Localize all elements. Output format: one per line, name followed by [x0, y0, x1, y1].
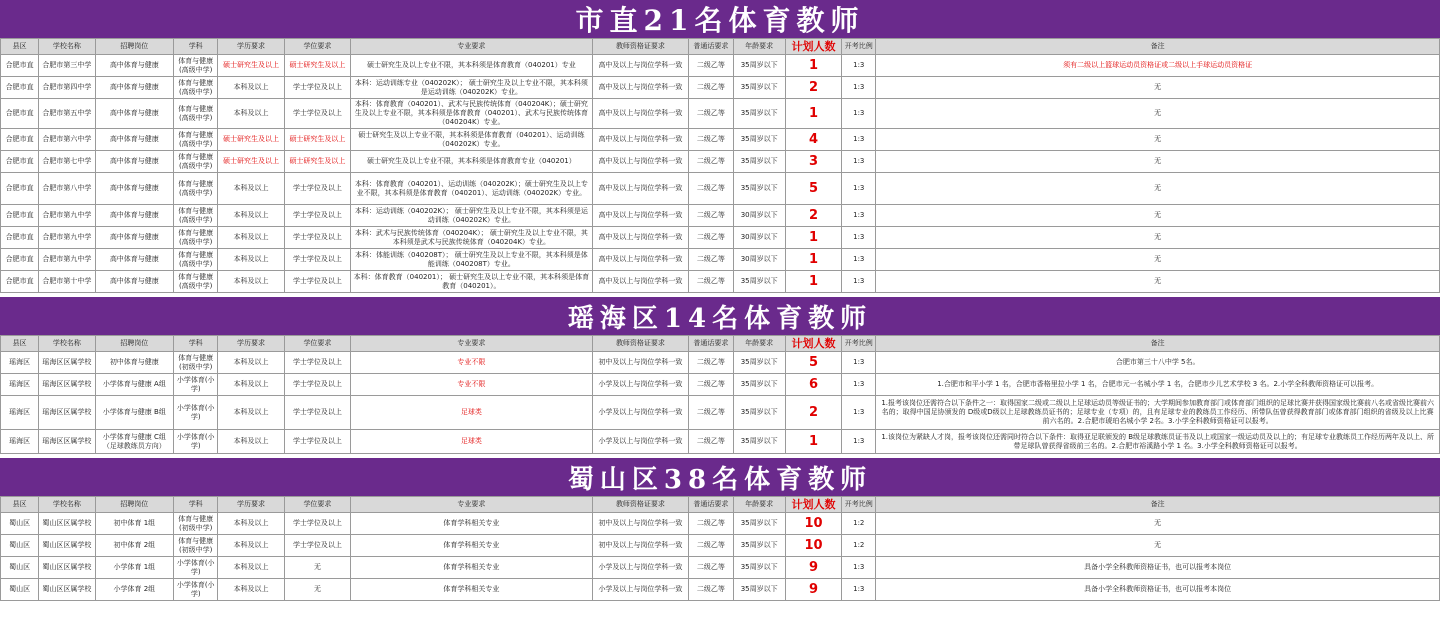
table-cell: 瑶海区: [1, 430, 39, 454]
table-cell: 1:2: [842, 513, 876, 535]
table-cell: 35周岁以下: [733, 430, 785, 454]
table-cell: 合肥市第九中学: [39, 227, 95, 249]
table-cell: 二级乙等: [689, 249, 733, 271]
table-cell: 体育与健康(初级中学): [174, 352, 218, 374]
table-cell: 35周岁以下: [733, 151, 785, 173]
table-cell: 小学体育 2组: [95, 579, 173, 601]
table-cell: 学士学位及以上: [284, 173, 350, 205]
table-cell: 合肥市第九中学: [39, 205, 95, 227]
table-cell: 二级乙等: [689, 430, 733, 454]
column-header: 开考比例: [842, 39, 876, 55]
table-cell: 本科及以上: [218, 77, 284, 99]
table-cell: 足球类: [351, 430, 593, 454]
table-cell: 5: [785, 352, 841, 374]
column-header: 县区: [1, 39, 39, 55]
table-cell: 初中及以上与岗位学科一致: [592, 352, 689, 374]
table-cell: 初中及以上与岗位学科一致: [592, 535, 689, 557]
column-header: 学校名称: [39, 39, 95, 55]
table-cell: 合肥市直: [1, 227, 39, 249]
table-row: [1, 352, 1440, 374]
table-cell: 体育与健康(高级中学): [174, 173, 218, 205]
table-cell: 瑶海区: [1, 396, 39, 430]
table-cell: 体育与健康(高级中学): [174, 129, 218, 151]
table-cell: 体育与健康(高级中学): [174, 99, 218, 129]
column-header: 计划人数: [785, 497, 841, 513]
table-cell: 蜀山区区属学校: [39, 513, 95, 535]
table-cell: 高中及以上与岗位学科一致: [592, 151, 689, 173]
column-header: 学位要求: [284, 497, 350, 513]
table-cell: 二级乙等: [689, 205, 733, 227]
table-cell: 1:2: [842, 535, 876, 557]
column-header: 县区: [1, 336, 39, 352]
table-cell: 二级乙等: [689, 579, 733, 601]
table-cell: 35周岁以下: [733, 557, 785, 579]
table-cell: 高中体育与健康: [95, 271, 173, 293]
column-header: 年龄要求: [733, 336, 785, 352]
table-cell: 本科及以上: [218, 579, 284, 601]
table-cell: 学士学位及以上: [284, 430, 350, 454]
table-cell: 小学体育与健康 B组: [95, 396, 173, 430]
table-cell: 硕士研究生及以上专业不限，其本科须是体育教育（040201）专业: [351, 55, 593, 77]
column-header: 招聘岗位: [95, 39, 173, 55]
table-cell: 30周岁以下: [733, 205, 785, 227]
column-header: 备注: [876, 336, 1440, 352]
column-header: 计划人数: [785, 336, 841, 352]
table-cell: 专业不限: [351, 374, 593, 396]
column-header: 学校名称: [39, 497, 95, 513]
table-cell: 初中体育 1组: [95, 513, 173, 535]
table-cell: 高中及以上与岗位学科一致: [592, 249, 689, 271]
table-cell: 学士学位及以上: [284, 352, 350, 374]
table-row: [1, 579, 1440, 601]
table-cell: 1.合肥市和平小学 1 名，合肥市香格里拉小学 1 名，合肥市元一名城小学 1 名，合肥市少儿艺术学校 3 名。2.小学全科教师资格证可以报考。: [876, 374, 1440, 396]
table-cell: 二级乙等: [689, 151, 733, 173]
column-header: 备注: [876, 39, 1440, 55]
column-header: 开考比例: [842, 336, 876, 352]
column-header: 开考比例: [842, 497, 876, 513]
table-cell: 本科及以上: [218, 99, 284, 129]
column-header: 学科: [174, 336, 218, 352]
table-cell: 体育与健康(初级中学): [174, 513, 218, 535]
table-cell: 二级乙等: [689, 99, 733, 129]
column-header: 学历要求: [218, 39, 284, 55]
table-cell: 高中体育与健康: [95, 249, 173, 271]
table-cell: 小学及以上与岗位学科一致: [592, 374, 689, 396]
table-cell: 合肥市直: [1, 99, 39, 129]
table-cell: 4: [785, 129, 841, 151]
table-cell: 合肥市直: [1, 249, 39, 271]
table-cell: 35周岁以下: [733, 99, 785, 129]
table-cell: 二级乙等: [689, 77, 733, 99]
table-cell: 1:3: [842, 129, 876, 151]
column-header: 专业要求: [351, 497, 593, 513]
table-cell: 瑶海区区属学校: [39, 430, 95, 454]
table-cell: 1: [785, 271, 841, 293]
table-cell: 合肥市第五中学: [39, 99, 95, 129]
table-row: [1, 99, 1440, 129]
table-cell: 高中及以上与岗位学科一致: [592, 77, 689, 99]
table-cell: 1:3: [842, 77, 876, 99]
table-cell: 学士学位及以上: [284, 249, 350, 271]
table-row: [1, 374, 1440, 396]
table-cell: 体育与健康(高级中学): [174, 77, 218, 99]
table-cell: 本科及以上: [218, 557, 284, 579]
table-cell: 无: [876, 151, 1440, 173]
table-cell: 须有二级以上篮球运动员资格证或二级以上手球运动员资格证: [876, 55, 1440, 77]
table-cell: 体育与健康(高级中学): [174, 249, 218, 271]
table-cell: 体育与健康(高级中学): [174, 271, 218, 293]
table-cell: 初中体育与健康: [95, 352, 173, 374]
table-cell: 瑶海区区属学校: [39, 352, 95, 374]
table-cell: 本科：运动训练（040202K）； 硕士研究生及以上专业不限，其本科须是运动训练（040202K）专业。: [351, 205, 593, 227]
table-cell: 体育与健康(高级中学): [174, 205, 218, 227]
table-cell: 合肥市直: [1, 55, 39, 77]
table-cell: 体育与健康(高级中学): [174, 227, 218, 249]
table-cell: 学士学位及以上: [284, 535, 350, 557]
column-header: 县区: [1, 497, 39, 513]
table-cell: 二级乙等: [689, 513, 733, 535]
table-cell: 体育与健康(高级中学): [174, 55, 218, 77]
table-cell: 无: [876, 249, 1440, 271]
section-title: 蜀山区38名体育教师: [0, 458, 1440, 496]
table-cell: 高中体育与健康: [95, 55, 173, 77]
table-cell: 本科及以上: [218, 513, 284, 535]
table-cell: 高中及以上与岗位学科一致: [592, 99, 689, 129]
table-cell: 合肥市直: [1, 129, 39, 151]
table-cell: 本科及以上: [218, 205, 284, 227]
table-cell: 2: [785, 77, 841, 99]
table-cell: 35周岁以下: [733, 396, 785, 430]
table-cell: 小学体育(小学): [174, 396, 218, 430]
table-cell: 足球类: [351, 396, 593, 430]
table-cell: 无: [876, 173, 1440, 205]
table-cell: 二级乙等: [689, 227, 733, 249]
recruitment-table: [0, 38, 1440, 293]
table-cell: 硕士研究生及以上: [284, 129, 350, 151]
table-cell: 1: [785, 430, 841, 454]
table-row: [1, 55, 1440, 77]
table-cell: 合肥市第三十八中学 5名。: [876, 352, 1440, 374]
table-cell: 高中及以上与岗位学科一致: [592, 173, 689, 205]
column-header: 学科: [174, 497, 218, 513]
table-cell: 5: [785, 173, 841, 205]
table-cell: 高中及以上与岗位学科一致: [592, 55, 689, 77]
table-cell: 初中及以上与岗位学科一致: [592, 513, 689, 535]
table-cell: 硕士研究生及以上: [284, 151, 350, 173]
table-row: [1, 129, 1440, 151]
table-cell: 本科：体育教育（040201）、运动训练（040202K）；硕士研究生及以上专业不限，其本科须是体育教育（040201）、运动训练（040202K）专业。: [351, 173, 593, 205]
table-cell: 3: [785, 151, 841, 173]
table-cell: 本科及以上: [218, 249, 284, 271]
table-row: [1, 227, 1440, 249]
table-row: [1, 271, 1440, 293]
table-cell: 1:3: [842, 352, 876, 374]
table-cell: 初中体育 2组: [95, 535, 173, 557]
table-cell: 蜀山区: [1, 579, 39, 601]
table-cell: 高中体育与健康: [95, 173, 173, 205]
table-cell: 9: [785, 579, 841, 601]
table-cell: 本科及以上: [218, 535, 284, 557]
table-cell: 35周岁以下: [733, 374, 785, 396]
table-cell: 本科及以上: [218, 396, 284, 430]
table-cell: 硕士研究生及以上专业不限，其本科须是体育教育（040201）、运动训练（040202K）专业。: [351, 129, 593, 151]
table-cell: 合肥市第三中学: [39, 55, 95, 77]
table-cell: 小学体育 1组: [95, 557, 173, 579]
column-header: 学位要求: [284, 39, 350, 55]
table-cell: 本科及以上: [218, 374, 284, 396]
table-cell: 体育学科相关专业: [351, 535, 593, 557]
column-header: 年龄要求: [733, 497, 785, 513]
table-cell: 1: [785, 55, 841, 77]
table-cell: 二级乙等: [689, 173, 733, 205]
table-cell: 本科：体育教育（040201）； 硕士研究生及以上专业不限，其本科须是体育教育（040201）。: [351, 271, 593, 293]
table-cell: 瑶海区: [1, 352, 39, 374]
table-cell: 35周岁以下: [733, 579, 785, 601]
table-cell: 体育学科相关专业: [351, 579, 593, 601]
table-row: [1, 173, 1440, 205]
table-cell: 小学体育(小学): [174, 557, 218, 579]
table-row: [1, 249, 1440, 271]
column-header: 学科: [174, 39, 218, 55]
table-cell: 本科及以上: [218, 352, 284, 374]
table-cell: 体育学科相关专业: [351, 557, 593, 579]
table-cell: 1:3: [842, 205, 876, 227]
table-cell: 合肥市直: [1, 77, 39, 99]
table-cell: 蜀山区: [1, 535, 39, 557]
table-cell: 高中体育与健康: [95, 99, 173, 129]
table-cell: 无: [876, 205, 1440, 227]
table-cell: 硕士研究生及以上: [218, 55, 284, 77]
column-header: 专业要求: [351, 336, 593, 352]
column-header: 学校名称: [39, 336, 95, 352]
column-header: 学历要求: [218, 336, 284, 352]
table-cell: 1:3: [842, 151, 876, 173]
table-cell: 二级乙等: [689, 352, 733, 374]
table-cell: 二级乙等: [689, 374, 733, 396]
table-cell: 高中体育与健康: [95, 151, 173, 173]
table-cell: 小学体育与健康 C组（足球教练员方向）: [95, 430, 173, 454]
table-cell: 具备小学全科教师资格证书，也可以报考本岗位: [876, 579, 1440, 601]
table-cell: 学士学位及以上: [284, 396, 350, 430]
table-cell: 本科：体育教育（040201）、武术与民族传统体育（040204K）；硕士研究生及以上专业不限，其本科须是体育教育（040201）、武术与民族传统体育（040204K）专业。: [351, 99, 593, 129]
column-header: 普通话要求: [689, 497, 733, 513]
table-cell: 1:3: [842, 271, 876, 293]
table-cell: 合肥市第十中学: [39, 271, 95, 293]
column-header: 专业要求: [351, 39, 593, 55]
table-cell: 无: [876, 77, 1440, 99]
table-cell: 学士学位及以上: [284, 99, 350, 129]
table-cell: 蜀山区区属学校: [39, 579, 95, 601]
section-title: 瑶海区14名体育教师: [0, 297, 1440, 335]
table-cell: 合肥市第九中学: [39, 249, 95, 271]
table-cell: 1:3: [842, 374, 876, 396]
table-cell: 高中体育与健康: [95, 227, 173, 249]
table-cell: 1:3: [842, 173, 876, 205]
table-cell: 35周岁以下: [733, 535, 785, 557]
table-cell: 二级乙等: [689, 129, 733, 151]
table-cell: 小学及以上与岗位学科一致: [592, 396, 689, 430]
table-cell: 35周岁以下: [733, 129, 785, 151]
table-cell: 本科：运动训练专业（040202K）； 硕士研究生及以上专业不限，其本科须是运动训练（040202K）专业。: [351, 77, 593, 99]
table-cell: 瑶海区区属学校: [39, 374, 95, 396]
table-cell: 本科及以上: [218, 173, 284, 205]
table-cell: 二级乙等: [689, 396, 733, 430]
table-cell: 1.该岗位为紧缺人才岗，报考该岗位还需同时符合以下条件：取得亚足联颁发的 B级足球教练员证书及以上或国家一级运动员及以上的；有足球专业教练员工作经历两年及以上、所带足球队曾获得省级前三名的。2.合肥市裕溪路小学 1 名。3.小学全科教师资格证可以报考。: [876, 430, 1440, 454]
table-cell: 无: [284, 557, 350, 579]
table-cell: 本科及以上: [218, 271, 284, 293]
table-cell: 瑶海区: [1, 374, 39, 396]
table-cell: 无: [876, 271, 1440, 293]
table-cell: 小学及以上与岗位学科一致: [592, 557, 689, 579]
column-header: 年龄要求: [733, 39, 785, 55]
table-cell: 体育学科相关专业: [351, 513, 593, 535]
table-row: [1, 430, 1440, 454]
table-cell: 高中及以上与岗位学科一致: [592, 205, 689, 227]
table-cell: 1:3: [842, 227, 876, 249]
table-cell: 小学及以上与岗位学科一致: [592, 430, 689, 454]
table-cell: 专业不限: [351, 352, 593, 374]
table-cell: 体育与健康(高级中学): [174, 151, 218, 173]
table-cell: 9: [785, 557, 841, 579]
table-cell: 学士学位及以上: [284, 513, 350, 535]
table-cell: 1.报考该岗位还需符合以下条件之一：取得国家二级或二级以上足球运动员等级证书的；大学期间参加教育部门或体育部门组织的足球比赛并获得国家级比赛前八名或省级比赛前六名的；取得中国足协颁发的 D级或D级以上足球教练员证书的；足球专业（专项）的，且有足球专业的教练员工作经历、所带队伍曾获得教育部门或体育部门组织的省级及以上比赛前六名的。2.合肥市琥珀名城小学 2名。3.小学全科教师资格证可以报考。: [876, 396, 1440, 430]
table-cell: 蜀山区区属学校: [39, 535, 95, 557]
column-header: 学历要求: [218, 497, 284, 513]
table-cell: 小学体育(小学): [174, 579, 218, 601]
table-cell: 学士学位及以上: [284, 227, 350, 249]
table-cell: 二级乙等: [689, 271, 733, 293]
column-header: 普通话要求: [689, 39, 733, 55]
table-cell: 蜀山区: [1, 557, 39, 579]
table-cell: 高中体育与健康: [95, 205, 173, 227]
table-cell: 本科及以上: [218, 430, 284, 454]
table-cell: 1:3: [842, 99, 876, 129]
table-row: [1, 557, 1440, 579]
table-cell: 学士学位及以上: [284, 205, 350, 227]
table-row: [1, 535, 1440, 557]
table-cell: 硕士研究生及以上: [218, 129, 284, 151]
table-cell: 体育与健康(初级中学): [174, 535, 218, 557]
table-cell: 蜀山区: [1, 513, 39, 535]
table-cell: 硕士研究生及以上: [284, 55, 350, 77]
table-cell: 合肥市第六中学: [39, 129, 95, 151]
table-cell: 35周岁以下: [733, 55, 785, 77]
table-cell: 学士学位及以上: [284, 271, 350, 293]
table-cell: 小学及以上与岗位学科一致: [592, 579, 689, 601]
table-cell: 1: [785, 227, 841, 249]
table-cell: 1:3: [842, 249, 876, 271]
table-cell: 6: [785, 374, 841, 396]
table-cell: 10: [785, 513, 841, 535]
table-cell: 无: [876, 535, 1440, 557]
table-cell: 瑶海区区属学校: [39, 396, 95, 430]
table-cell: 35周岁以下: [733, 271, 785, 293]
column-header: 教师资格证要求: [592, 39, 689, 55]
table-cell: 合肥市第四中学: [39, 77, 95, 99]
table-cell: 高中及以上与岗位学科一致: [592, 271, 689, 293]
table-cell: 本科及以上: [218, 227, 284, 249]
table-cell: 1: [785, 249, 841, 271]
table-cell: 35周岁以下: [733, 352, 785, 374]
table-cell: 30周岁以下: [733, 249, 785, 271]
table-cell: 10: [785, 535, 841, 557]
table-cell: 2: [785, 396, 841, 430]
table-cell: 35周岁以下: [733, 173, 785, 205]
table-row: [1, 513, 1440, 535]
table-cell: 高中及以上与岗位学科一致: [592, 227, 689, 249]
table-cell: 小学体育与健康 A组: [95, 374, 173, 396]
table-cell: 1:3: [842, 430, 876, 454]
table-cell: 无: [876, 129, 1440, 151]
table-cell: 1:3: [842, 557, 876, 579]
table-row: [1, 151, 1440, 173]
table-cell: 30周岁以下: [733, 227, 785, 249]
table-cell: 二级乙等: [689, 557, 733, 579]
table-cell: 二级乙等: [689, 535, 733, 557]
table-row: [1, 205, 1440, 227]
table-cell: 合肥市直: [1, 205, 39, 227]
table-cell: 高中及以上与岗位学科一致: [592, 129, 689, 151]
table-cell: 1: [785, 99, 841, 129]
table-cell: 无: [876, 227, 1440, 249]
table-cell: 学士学位及以上: [284, 77, 350, 99]
table-cell: 本科：武术与民族传统体育（040204K）； 硕士研究生及以上专业不限，其本科须是武术与民族传统体育（040204K）专业。: [351, 227, 593, 249]
table-cell: 小学体育(小学): [174, 374, 218, 396]
column-header: 教师资格证要求: [592, 497, 689, 513]
table-cell: 硕士研究生及以上专业不限，其本科须是体育教育专业（040201）: [351, 151, 593, 173]
table-cell: 蜀山区区属学校: [39, 557, 95, 579]
table-cell: 无: [876, 99, 1440, 129]
table-cell: 合肥市直: [1, 151, 39, 173]
table-cell: 硕士研究生及以上: [218, 151, 284, 173]
table-cell: 1:3: [842, 55, 876, 77]
table-cell: 2: [785, 205, 841, 227]
section-title: 市直21名体育教师: [0, 0, 1440, 38]
table-cell: 合肥市直: [1, 173, 39, 205]
table-cell: 学士学位及以上: [284, 374, 350, 396]
table-row: [1, 396, 1440, 430]
column-header: 学位要求: [284, 336, 350, 352]
table-row: [1, 77, 1440, 99]
table-cell: 无: [876, 513, 1440, 535]
recruitment-table: [0, 496, 1440, 601]
table-cell: 35周岁以下: [733, 77, 785, 99]
table-cell: 具备小学全科教师资格证书，也可以报考本岗位: [876, 557, 1440, 579]
column-header: 教师资格证要求: [592, 336, 689, 352]
table-cell: 无: [284, 579, 350, 601]
table-cell: 本科：体能训练（040208T）； 硕士研究生及以上专业不限，其本科须是体能训练（040208T）专业。: [351, 249, 593, 271]
table-cell: 1:3: [842, 396, 876, 430]
column-header: 备注: [876, 497, 1440, 513]
table-cell: 合肥市直: [1, 271, 39, 293]
column-header: 计划人数: [785, 39, 841, 55]
table-cell: 小学体育(小学): [174, 430, 218, 454]
column-header: 招聘岗位: [95, 497, 173, 513]
column-header: 普通话要求: [689, 336, 733, 352]
column-header: 招聘岗位: [95, 336, 173, 352]
table-cell: 合肥市第八中学: [39, 173, 95, 205]
table-cell: 高中体育与健康: [95, 77, 173, 99]
table-cell: 35周岁以下: [733, 513, 785, 535]
recruitment-table: [0, 335, 1440, 454]
table-cell: 高中体育与健康: [95, 129, 173, 151]
table-cell: 1:3: [842, 579, 876, 601]
table-cell: 合肥市第七中学: [39, 151, 95, 173]
table-cell: 二级乙等: [689, 55, 733, 77]
